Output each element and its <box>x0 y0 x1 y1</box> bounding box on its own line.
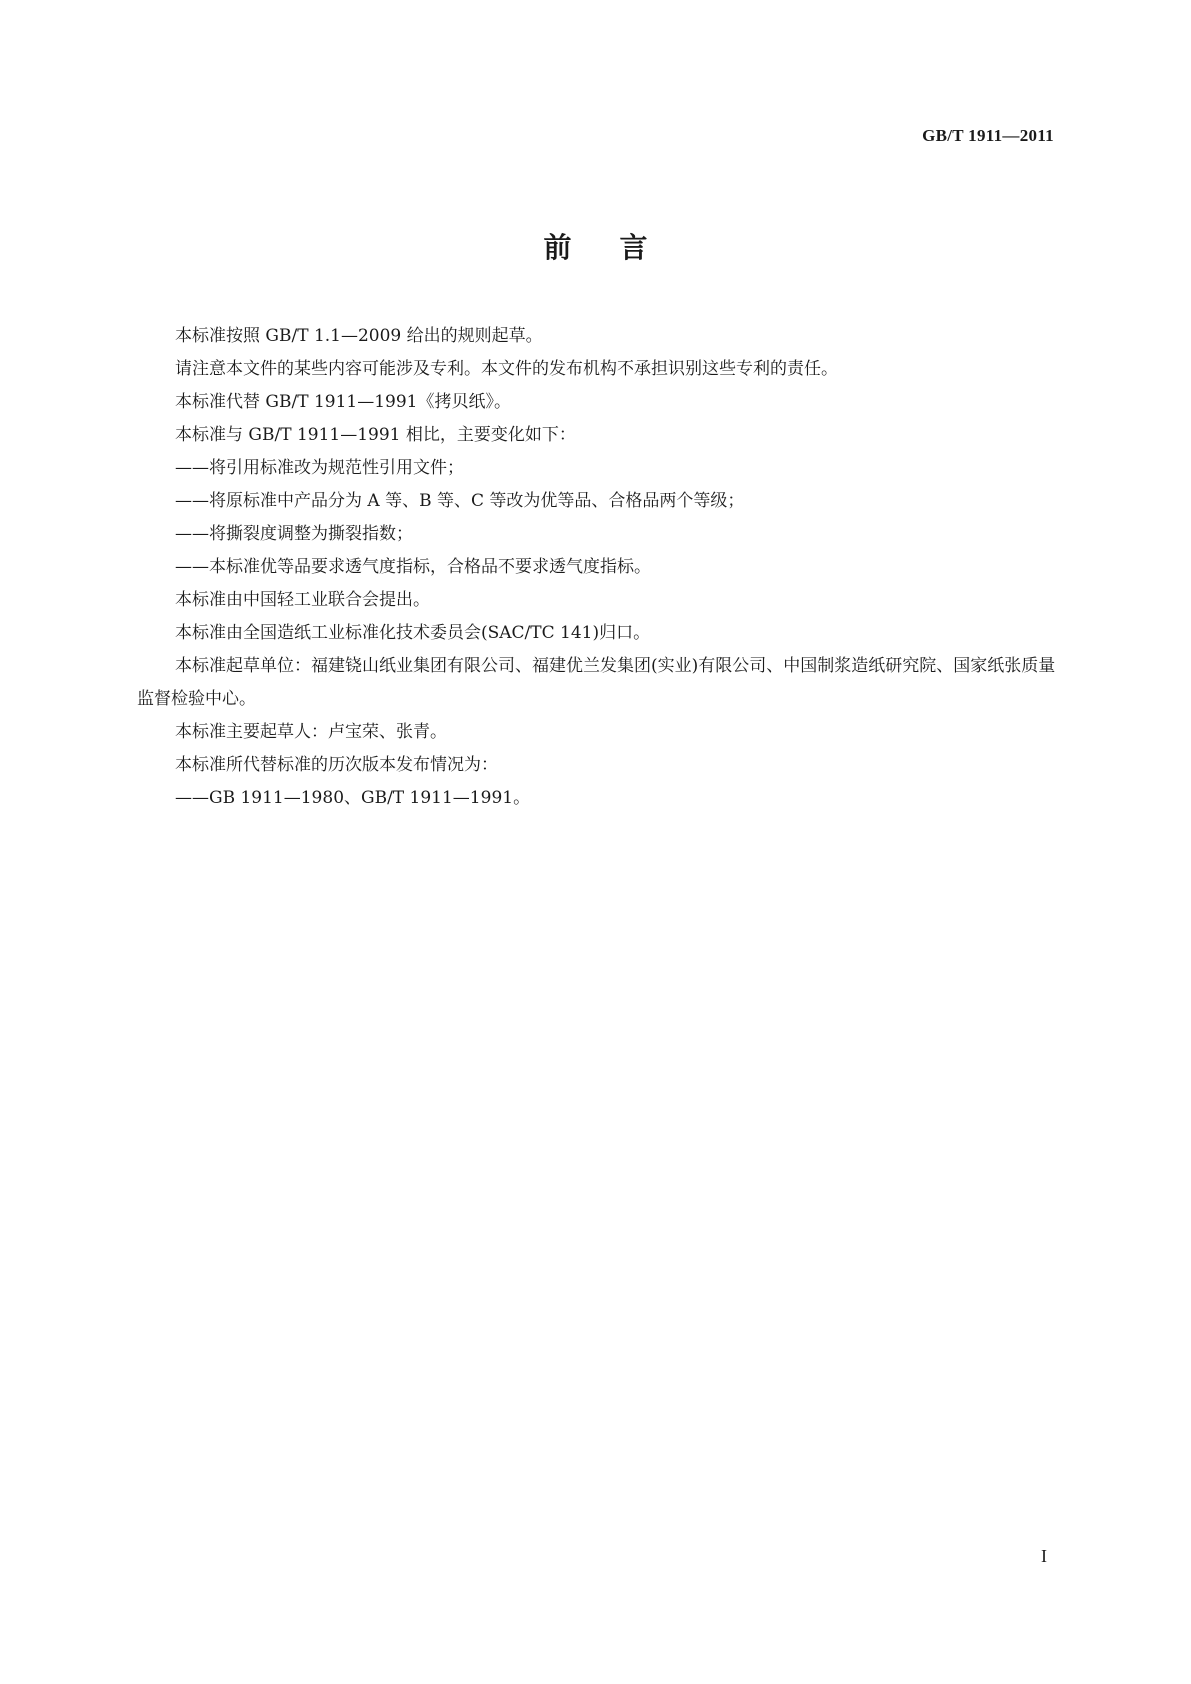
paragraph-changes-intro: 本标准与 GB/T 1911—1991 相比，主要变化如下： <box>175 425 576 445</box>
paragraph-drafters: 本标准主要起草人：卢宝荣、张青。 <box>175 722 447 742</box>
list-item-change: ——将引用标准改为规范性引用文件； <box>175 458 464 478</box>
paragraph-replaces: 本标准代替 GB/T 1911—1991《拷贝纸》。 <box>175 392 511 412</box>
paragraph-patent-notice: 请注意本文件的某些内容可能涉及专利。本文件的发布机构不承担识别这些专利的责任。 <box>175 359 838 379</box>
page-number: I <box>1041 1546 1047 1566</box>
paragraph-history-intro: 本标准所代替标准的历次版本发布情况为： <box>175 755 498 775</box>
list-item-history: ——GB 1911—1980、GB/T 1911—1991。 <box>175 788 531 808</box>
list-item-change: ——本标准优等品要求透气度指标，合格品不要求透气度指标。 <box>175 557 651 577</box>
paragraph-drafting-rules: 本标准按照 GB/T 1.1—2009 给出的规则起草。 <box>175 326 543 346</box>
paragraph-proposer: 本标准由中国轻工业联合会提出。 <box>175 590 430 610</box>
paragraph-drafting-units: 本标准起草单位：福建铙山纸业集团有限公司、福建优兰发集团(实业)有限公司、中国制浆造纸研究院、国家纸张质量监督检验中心。 <box>137 656 1056 709</box>
list-item-change: ——将撕裂度调整为撕裂指数； <box>175 524 413 544</box>
list-item-change: ——将原标准中产品分为 A 等、B 等、C 等改为优等品、合格品两个等级； <box>175 491 745 511</box>
standard-code: GB/T 1911—2011 <box>922 126 1054 145</box>
paragraph-centralized-by: 本标准由全国造纸工业标准化技术委员会(SAC/TC 141)归口。 <box>175 623 651 643</box>
page-title: 前言 <box>543 231 696 264</box>
foreword-body <box>137 320 1063 815</box>
